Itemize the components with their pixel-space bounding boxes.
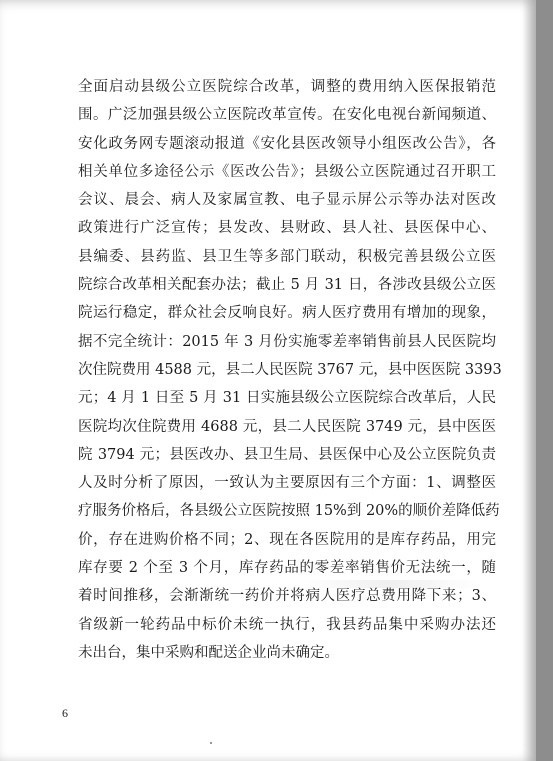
text-line: 次住院费用 4588 元，县二人民医院 3767 元，县中医医院 3393	[78, 361, 502, 378]
text-line: 围。广泛加强县级公立医院改革宣传。在安化电视台新闻频道、	[78, 107, 496, 124]
page-edge-shadow	[522, 0, 536, 761]
text-line: 据不完全统计：2015 年 3 月份实施零差率销售前县人民医院均	[78, 333, 496, 350]
text-line: 库存要 2 个至 3 个月，库存药品的零差率销售价无法统一，随	[78, 560, 496, 577]
text-line: 院运行稳定，群众社会反响良好。病人医疗费用有增加的现象，	[78, 305, 496, 322]
text-line: 省级新一轮药品中标价未统一执行，我县药品集中采购办法还	[78, 616, 496, 633]
text-line: 院 3794 元；县医改办、县卫生局、县医保中心及公立医院负责	[78, 446, 496, 463]
page-number: 6	[62, 706, 68, 720]
text-line: 元；4 月 1 日至 5 月 31 日实施县级公立医院综合改革后，人民	[78, 390, 496, 407]
text-line: 政策进行广泛宣传；县发改、县财政、县人社、县医保中心、	[78, 220, 496, 237]
scan-speck	[210, 742, 212, 744]
text-line: 着时间推移，会渐渐统一药价并将病人医疗总费用降下来；3、	[78, 588, 496, 605]
text-line: 安化政务网专题滚动报道《安化县医改领导小组医改公告》，各	[78, 135, 496, 152]
text-line: 疗服务价格后，各县级公立医院按照 15%到 20%的顺价差降低药	[78, 503, 500, 520]
text-line: 县编委、县药监、县卫生等多部门联动，积极完善县级公立医	[78, 248, 496, 265]
bleed-through-mark	[300, 580, 480, 588]
text-line: 院综合改革相关配套办法；截止 5 月 31 日，各涉改县级公立医	[78, 277, 496, 294]
text-line: 未出台，集中采购和配送企业尚未确定。	[78, 644, 339, 661]
text-line: 价，存在进购价格不同；2、现在各医院用的是库存药品，用完	[78, 531, 496, 548]
text-line: 相关单位多途径公示《医改公告》；县级公立医院通过召开职工	[78, 163, 496, 180]
text-line: 医院均次住院费用 4688 元，县二人民医院 3749 元，县中医医	[78, 418, 496, 435]
text-line: 会议、晨会、病人及家属宣教、电子显示屏公示等办法对医改	[78, 192, 496, 209]
text-line: 全面启动县级公立医院综合改革，调整的费用纳入医保报销范	[78, 79, 496, 95]
body-paragraph	[78, 73, 502, 667]
text-line: 人及时分析了原因，一致认为主要原因有三个方面：1、调整医	[78, 475, 496, 492]
